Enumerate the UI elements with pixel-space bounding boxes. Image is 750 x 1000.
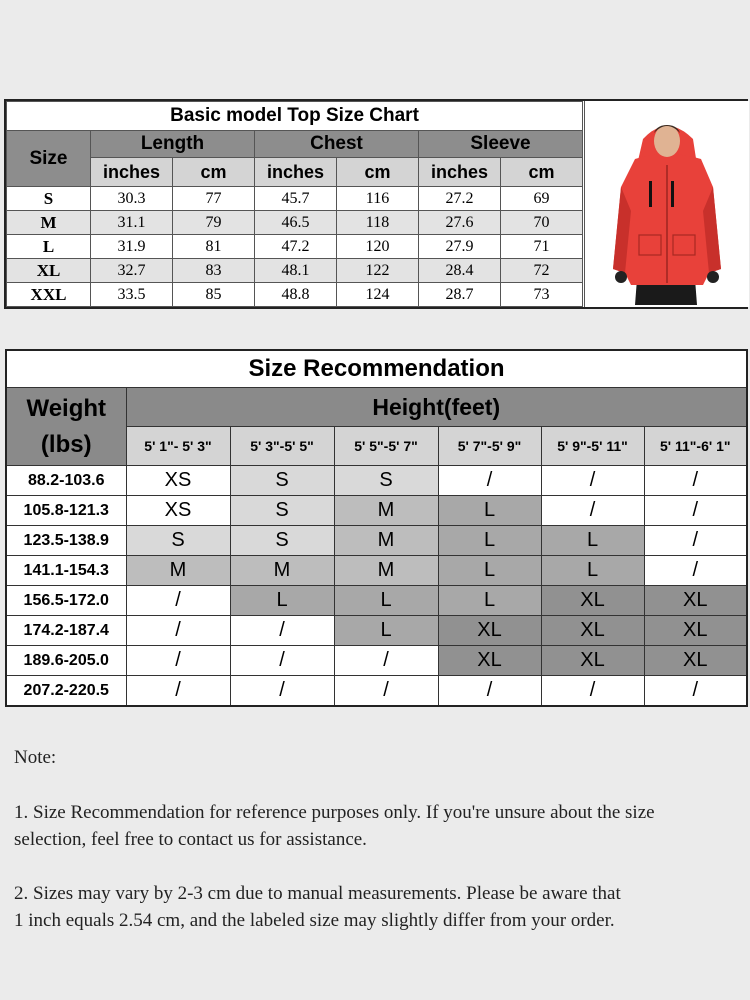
- recommended-size-cell: L: [334, 616, 438, 646]
- size-label: XL: [7, 259, 91, 283]
- unit-header: cm: [173, 158, 255, 187]
- recommended-size-cell: /: [541, 676, 644, 707]
- recommended-size-cell: /: [334, 676, 438, 707]
- recommended-size-cell: /: [230, 616, 334, 646]
- size-chart-row: [7, 211, 583, 235]
- measurement-cell: 31.1: [91, 211, 173, 235]
- recommended-size-cell: M: [126, 556, 230, 586]
- size-chart-table: [6, 101, 583, 307]
- unit-header: inches: [91, 158, 173, 187]
- height-range-header: 5' 11"-6' 1": [644, 427, 747, 466]
- recommended-size-cell: L: [438, 556, 541, 586]
- weight-range: 207.2-220.5: [6, 676, 126, 707]
- recommended-size-cell: S: [230, 466, 334, 496]
- note-2-line-1: 2. Sizes may vary by 2-3 cm due to manual measurements. Please be aware that: [14, 883, 621, 904]
- recommended-size-cell: XL: [438, 616, 541, 646]
- recommended-size-cell: S: [230, 496, 334, 526]
- recommended-size-cell: XL: [541, 586, 644, 616]
- weight-range: 156.5-172.0: [6, 586, 126, 616]
- recommended-size-cell: /: [644, 676, 747, 707]
- recommended-size-cell: /: [230, 646, 334, 676]
- measurement-cell: 69: [501, 187, 583, 211]
- measurement-cell: 27.2: [419, 187, 501, 211]
- recommendation-title: Size Recommendation: [6, 350, 747, 388]
- weight-range: 141.1-154.3: [6, 556, 126, 586]
- measurement-cell: 79: [173, 211, 255, 235]
- weight-range: 189.6-205.0: [6, 646, 126, 676]
- measurement-cell: 81: [173, 235, 255, 259]
- recommended-size-cell: /: [541, 466, 644, 496]
- note-1-line-2: selection, feel free to contact us for assistance.: [14, 829, 367, 850]
- note-1-line-1: 1. Size Recommendation for reference purposes only. If you're unsure about the size: [14, 802, 655, 823]
- unit-header: inches: [255, 158, 337, 187]
- unit-header: inches: [419, 158, 501, 187]
- recommended-size-cell: /: [230, 676, 334, 707]
- recommended-size-cell: XL: [644, 586, 747, 616]
- recommended-size-cell: /: [126, 616, 230, 646]
- recommended-size-cell: XS: [126, 466, 230, 496]
- measurement-cell: 33.5: [91, 283, 173, 307]
- measurement-cell: 47.2: [255, 235, 337, 259]
- measurement-cell: 48.8: [255, 283, 337, 307]
- size-label: L: [7, 235, 91, 259]
- recommended-size-cell: L: [541, 556, 644, 586]
- measurement-cell: 31.9: [91, 235, 173, 259]
- measurement-cell: 48.1: [255, 259, 337, 283]
- size-chart-row: [7, 259, 583, 283]
- weight-range: 105.8-121.3: [6, 496, 126, 526]
- sleeve-header: Sleeve: [419, 131, 583, 158]
- size-chart-row: [7, 283, 583, 307]
- size-column-header: Size: [7, 131, 91, 187]
- weight-range: 123.5-138.9: [6, 526, 126, 556]
- recommended-size-cell: XL: [541, 646, 644, 676]
- recommended-size-cell: XL: [541, 616, 644, 646]
- recommended-size-cell: /: [644, 556, 747, 586]
- recommended-size-cell: /: [541, 496, 644, 526]
- measurement-cell: 72: [501, 259, 583, 283]
- recommended-size-cell: L: [438, 526, 541, 556]
- height-range-header: 5' 9"-5' 11": [541, 427, 644, 466]
- size-label: M: [7, 211, 91, 235]
- recommended-size-cell: M: [230, 556, 334, 586]
- height-header: Height(feet): [126, 388, 747, 427]
- recommended-size-cell: M: [334, 556, 438, 586]
- recommendation-row: [6, 496, 747, 526]
- measurement-cell: 77: [173, 187, 255, 211]
- measurement-cell: 28.7: [419, 283, 501, 307]
- unit-header: cm: [501, 158, 583, 187]
- measurement-cell: 118: [337, 211, 419, 235]
- model-figure-icon: [585, 101, 749, 307]
- recommendation-row: [6, 466, 747, 496]
- measurement-cell: 27.9: [419, 235, 501, 259]
- recommended-size-cell: XL: [644, 646, 747, 676]
- chest-header: Chest: [255, 131, 419, 158]
- model-photo: [584, 101, 749, 307]
- recommended-size-cell: M: [334, 526, 438, 556]
- weight-range: 88.2-103.6: [6, 466, 126, 496]
- recommended-size-cell: XL: [644, 616, 747, 646]
- recommended-size-cell: L: [334, 586, 438, 616]
- weight-range: 174.2-187.4: [6, 616, 126, 646]
- recommended-size-cell: S: [126, 526, 230, 556]
- height-range-header: 5' 3"-5' 5": [230, 427, 334, 466]
- measurement-cell: 71: [501, 235, 583, 259]
- size-chart-panel: [4, 99, 748, 309]
- unit-header: cm: [337, 158, 419, 187]
- measurement-cell: 27.6: [419, 211, 501, 235]
- notes-section: [14, 744, 738, 934]
- recommended-size-cell: /: [438, 676, 541, 707]
- height-range-header: 5' 1"- 5' 3": [126, 427, 230, 466]
- recommended-size-cell: XL: [438, 646, 541, 676]
- measurement-cell: 85: [173, 283, 255, 307]
- weight-header-line1: Weight: [26, 394, 107, 422]
- notes-heading: Note:: [14, 747, 57, 768]
- weight-header-line2: (lbs): [40, 430, 92, 458]
- recommended-size-cell: /: [126, 586, 230, 616]
- measurement-cell: 70: [501, 211, 583, 235]
- height-range-header: 5' 7"-5' 9": [438, 427, 541, 466]
- weight-header: [6, 388, 126, 466]
- recommended-size-cell: /: [334, 646, 438, 676]
- size-chart-title: Basic model Top Size Chart: [7, 102, 583, 131]
- recommended-size-cell: L: [230, 586, 334, 616]
- recommended-size-cell: /: [126, 646, 230, 676]
- measurement-cell: 73: [501, 283, 583, 307]
- recommendation-row: [6, 526, 747, 556]
- recommended-size-cell: S: [334, 466, 438, 496]
- recommended-size-cell: /: [126, 676, 230, 707]
- size-recommendation-table: [5, 349, 748, 707]
- recommended-size-cell: /: [644, 496, 747, 526]
- recommendation-row: [6, 676, 747, 707]
- size-chart-row: [7, 187, 583, 211]
- recommendation-row: [6, 586, 747, 616]
- recommended-size-cell: S: [230, 526, 334, 556]
- recommended-size-cell: L: [438, 586, 541, 616]
- measurement-cell: 46.5: [255, 211, 337, 235]
- recommendation-row: [6, 646, 747, 676]
- size-chart-row: [7, 235, 583, 259]
- recommendation-row: [6, 616, 747, 646]
- measurement-cell: 120: [337, 235, 419, 259]
- measurement-cell: 28.4: [419, 259, 501, 283]
- recommended-size-cell: /: [644, 466, 747, 496]
- recommended-size-cell: /: [644, 526, 747, 556]
- measurement-cell: 116: [337, 187, 419, 211]
- recommended-size-cell: /: [438, 466, 541, 496]
- recommended-size-cell: M: [334, 496, 438, 526]
- measurement-cell: 83: [173, 259, 255, 283]
- recommended-size-cell: L: [438, 496, 541, 526]
- recommended-size-cell: L: [541, 526, 644, 556]
- measurement-cell: 32.7: [91, 259, 173, 283]
- measurement-cell: 122: [337, 259, 419, 283]
- measurement-cell: 45.7: [255, 187, 337, 211]
- height-range-header: 5' 5"-5' 7": [334, 427, 438, 466]
- size-label: S: [7, 187, 91, 211]
- measurement-cell: 30.3: [91, 187, 173, 211]
- size-label: XXL: [7, 283, 91, 307]
- note-2-line-2: 1 inch equals 2.54 cm, and the labeled size may slightly differ from your order.: [14, 910, 615, 931]
- recommendation-row: [6, 556, 747, 586]
- measurement-cell: 124: [337, 283, 419, 307]
- recommended-size-cell: XS: [126, 496, 230, 526]
- length-header: Length: [91, 131, 255, 158]
